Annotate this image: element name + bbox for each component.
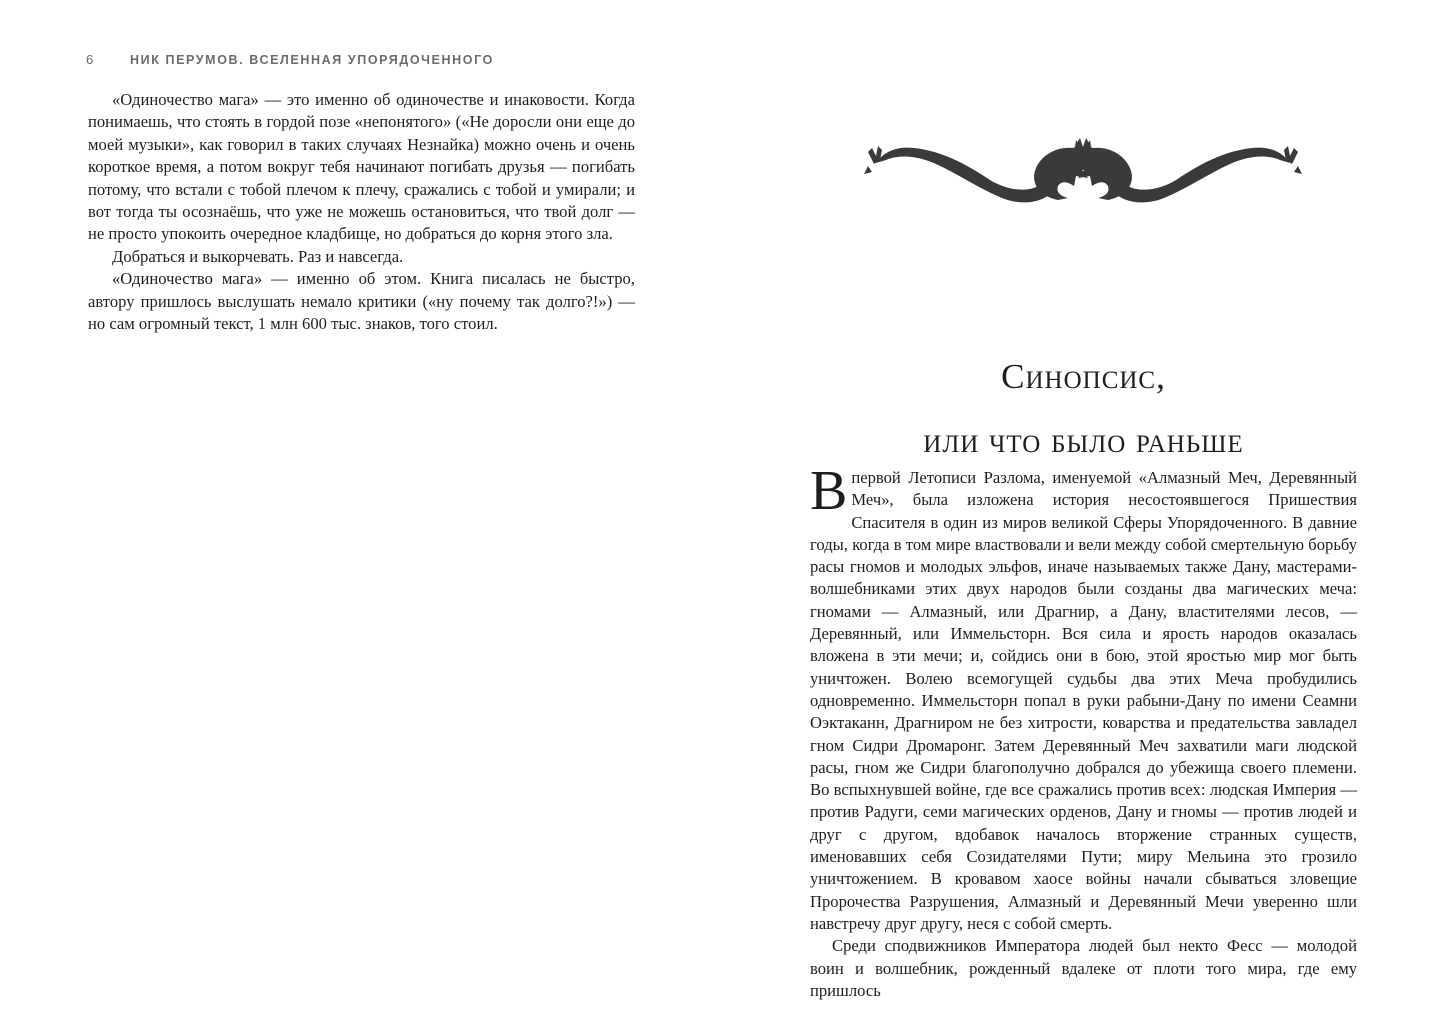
dragon-ornament-icon — [862, 130, 1304, 214]
right-dragon-icon — [1068, 138, 1302, 202]
synopsis-paragraph-1-text: первой Летописи Разлома, именуемой «Алмазный Меч, Деревянный Меч», была изложена история несостоявшегося Пришествия Спасителя в один из миров великой Сферы Упорядоченного. В давние годы, когда в том мире властвовали и вели между собой смертельную борьбу расы гномов и молодых эльфов, иначе называемых также Дану, мастерами-волшебниками этих двух народов были созданы два магических меча: гномами — Алмазный, или Драгнир, а Дану, властителями лесов, — Деревянный, или Иммельсторн. Вся сила и ярость народов оказалась вложена в эти мечи; и, сойдись они в бою, этой яростью мир мог быть уничтожен. Волею всемогущей судьбы два этих Меча пробудились одновременно. Иммельсторн попал в руки рабыни-Дану по имени Сеамни Оэктаканн, Драгниром не без хитрости, коварства и предательства завладел гном Сидри Дромаронг. Затем Деревянный Меч захватили маги людской расы, гном же Сидри благополучно добрался до убежища своего племени. Во вспыхнувшей войне, где все сражались против всех: людская Империя — против Радуги, семи магических орденов, Дану и гномы — против людей и друг с другом, вдобавок началось вторжение странных существ, именовавших себя Созидателями Пути; миру Мельина это грозило уничтожением. В кровавом хаосе войны начали сбываться зловещие Пророчества Разрушения, Алмазный и Деревянный Мечи уверенно шли навстречу друг другу, неся с собой смерть. — [810, 468, 1357, 933]
running-title: НИК ПЕРУМОВ. ВСЕЛЕННАЯ УПОРЯДОЧЕННОГО — [130, 53, 494, 67]
page-number: 6 — [86, 52, 94, 67]
chapter-title-line-2: или что было раньше — [923, 421, 1244, 461]
left-dragon-icon — [864, 138, 1098, 202]
chapter-title-line-1: Синопсис, — [1001, 357, 1166, 397]
right-page-text — [810, 460, 1357, 1002]
synopsis-paragraph-2: Среди сподвижников Императора людей был некто Фесс — молодой воин и волшебник, рожденный вдалеке от плоти того мира, где ему пришлось — [810, 936, 1357, 1000]
drop-cap: В — [810, 460, 848, 522]
left-page-text — [88, 89, 635, 335]
chapter-title — [810, 345, 1357, 473]
left-paragraph: «Одиночество мага» — именно об этом. Книга писалась не быстро, автору пришлось выслушать немало критики («ну почему так долго?!») — но сам огромный текст, 1 млн 600 тыс. знаков, того стоил. — [88, 269, 635, 334]
page-header — [86, 52, 494, 68]
synopsis-paragraph-1 — [810, 460, 1357, 935]
left-paragraph: «Одиночество мага» — это именно об одиночестве и инаковости. Когда понимаешь, что стоять в гордой позе «непонятого» («Не доросли они еще до моей музыки», как говорил в таких случаях Незнайка) можно очень и очень короткое время, а потом вокруг тебя начинают погибать друзья — погибать потому, что встали с тобой плечом к плечу, сражались с тобой и умирали; и вот тогда ты осознаёшь, что уже не можешь остановиться, что твой долг — не просто упокоить очередное кладбище, но добраться до корня этого зла. — [88, 90, 635, 244]
left-paragraph: Добраться и выкорчевать. Раз и навсегда. — [112, 246, 404, 266]
